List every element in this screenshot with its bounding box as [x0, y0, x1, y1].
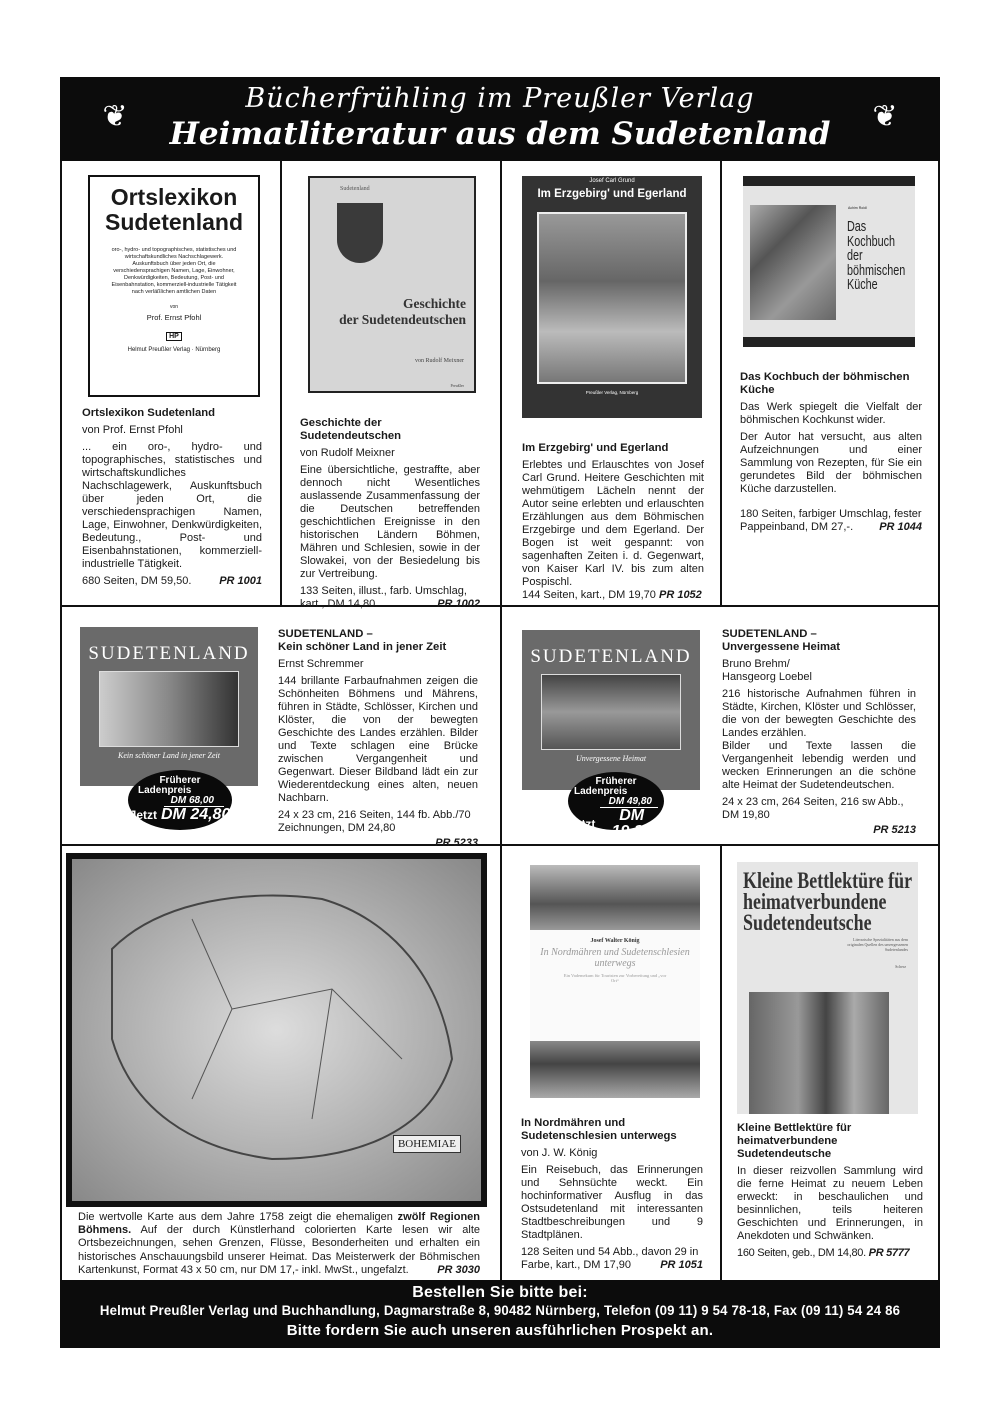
- map-text: Die wertvolle Karte aus dem Jahre 1758 zeigt die ehemaligen: [78, 1211, 398, 1223]
- book-cover-geschichte[interactable]: [308, 176, 476, 393]
- cover-title: Kochbuch: [847, 232, 896, 250]
- book-description-bettlektuere: [737, 1122, 923, 1260]
- cover-text: von: [169, 304, 179, 310]
- divider: [720, 845, 722, 1280]
- book-title: Im Erzgebirg' und Egerland: [522, 442, 669, 454]
- price-badge: [568, 772, 664, 840]
- book-title: Kleine Bettlektüre für heimatverbundene Sudetendeutsche: [737, 1122, 852, 1160]
- map-text-bold: zwölf Regionen Böhmens.: [78, 1211, 480, 1237]
- badge-text: Jetzt: [568, 817, 596, 831]
- cover-author: Josef Walter König: [590, 938, 640, 944]
- book-title: Das Kochbuch der böhmischen Küche: [740, 371, 910, 396]
- cover-title: Im Erzgebirg' und Egerland: [537, 188, 687, 200]
- book-cover-bettlektuere[interactable]: [737, 862, 918, 1114]
- order-code: PR 3030: [437, 1263, 480, 1276]
- cover-photo: [530, 1041, 700, 1098]
- publisher-logo: HP: [166, 332, 182, 341]
- divider: [500, 160, 502, 1280]
- header-line2: Heimatliteratur aus dem Sudetenland: [169, 116, 831, 152]
- book-text: Erlebtes und Erlauschtes von Josef Carl Grund. Heitere Geschichten mit wehmütigem Lächeln nennt der Autor seine erlebten und erlauschten Erzählungen aus dem Böhmischen Erzgebirge und dem Egerland. Der Bogen ist weit gespannt: von sagenhaften Zeiten i. d. Gegenwart, von Kaiser Karl IV. bis zum alten Pospischl.: [522, 459, 704, 588]
- book-title: Kein schöner Land in jener Zeit: [278, 641, 447, 653]
- book-description-unvergessene-heimat: [722, 628, 916, 837]
- book-author: von J. W. König: [521, 1147, 598, 1159]
- cover-publisher: Helmut Preußler Verlag · Nürnberg: [127, 347, 221, 353]
- cover-title: der: [847, 247, 863, 264]
- book-cover-sudetenland-kein-schoener-land[interactable]: [80, 627, 258, 786]
- book-text: Der Autor hat versucht, aus alten Aufzeichnungen und einer Sammlung von Rezepten, für Sie ein gerundetes Bild der böhmischen Küche darzustellen.: [740, 431, 922, 495]
- book-title: Geschichte der Sudetendeutschen: [300, 417, 402, 442]
- order-code: PR 1044: [879, 521, 922, 533]
- cover-author: Josef Carl Grund: [589, 178, 635, 184]
- book-cover-ortslexikon[interactable]: [88, 175, 260, 397]
- footer-line: Bitte fordern Sie auch unseren ausführlichen Prospekt an.: [286, 1322, 714, 1339]
- cover-text: Sudetenland: [340, 186, 370, 192]
- cover-subtitle: oro-, hydro- und topographisches, statistisches und wirtschaftskundliches Nachschlagewerk. Auskunftsbuch über jeden Ort, die verschiedensprachigen Namen, Lage, Einwohner, Denkwürdigkeiten, Bedeutung, Post- und Eisenbahnstation, kommerziell-industrielle Tätigkeit nach verläßlichen amtlichen Daten: [111, 247, 237, 295]
- book-cover-erzgebirg[interactable]: [522, 176, 702, 418]
- cover-title: Küche: [847, 276, 878, 293]
- map-text: Auf der durch Künstlerhand colorierten Karte lesen wir alte Ortsbezeichnungen, sehen Grenzen, Flüsse, Besonderheiten und erhalten ein historisches Anschauungsbild unserer Heimat. Das Meisterwerk der Böhmischen Kartenkunst, Format 43 x 50 cm, nur DM 17,- inkl. MwSt., ungefalzt.: [78, 1224, 480, 1276]
- divider: [60, 844, 940, 846]
- ornament-right-icon: ❦: [872, 100, 898, 133]
- cover-publisher: Preußler Verlag, Nürnberg: [585, 390, 639, 395]
- map-description: [78, 1211, 480, 1277]
- cover-subtitle: Unvergessene Heimat: [575, 754, 647, 763]
- order-code: PR 1052: [658, 589, 702, 601]
- book-text: Eine übersichtliche, gestraffte, aber dennoch nicht Wesentliches auslassende Zusammenfassung der die Deutschen betreffenden geschichtlichen Ereignisse in den historischen Ländern Böhmen, Mähren und Schlesien, sowie in der Slowakei, von der Besiedelung bis zur Vertreibung.: [300, 464, 480, 580]
- book-author: von Rudolf Meixner: [300, 447, 395, 459]
- old-price: DM 49,80: [600, 797, 658, 808]
- badge-text: Ladenpreis: [138, 785, 192, 796]
- cover-author: von Rudolf Meixner: [415, 358, 464, 364]
- cover-publisher: Preußler: [450, 383, 464, 388]
- book-text: Ein Reisebuch, das Erinnerungen und Sehnsüchte weckt. Ein hochinformativer Ausflug in das Ostsudetenland mit interessanten Stadtbeschreibungen und 9 Stadtplänen.: [521, 1164, 703, 1241]
- cover-title: Kleine Bettlektüre für heimatverbundene Sudetendeutsche: [743, 868, 912, 935]
- cover-author: Prof. Ernst Pfohl: [146, 313, 202, 322]
- new-price: DM 19,80: [611, 807, 652, 840]
- footer-address: Helmut Preußler Verlag und Buchhandlung, Dagmarstraße 8, 90482 Nürnberg, Telefon (09 11) 9 54 78-18, Fax (09 11) 54 24 86: [99, 1303, 901, 1319]
- cover-subtitle: Ein Vademekum für Touristen zur Vorbereitung und „vor Ort“: [563, 973, 667, 983]
- badge-text: Früherer: [159, 775, 201, 786]
- cover-illustration: [750, 205, 836, 320]
- book-author: von Prof. Ernst Pfohl: [82, 424, 183, 436]
- book-author: Bruno Brehm/ Hansgeorg Loebel: [722, 658, 812, 683]
- cover-author: Achim Roidl: [848, 206, 867, 210]
- cover-title: SUDETENLAND: [530, 646, 692, 667]
- cover-illustration: [537, 212, 687, 384]
- badge-text: Ladenpreis: [574, 786, 628, 797]
- book-details: 144 Seiten, kart., DM 19,70: [522, 589, 656, 601]
- book-details: 24 x 23 cm, 264 Seiten, 216 sw Abb., DM 19,80: [722, 796, 904, 821]
- book-text: ... ein oro-, hydro- und topographisches, statistisches und wirtschaftskundliches Nachschlagewerk, Auskunftsbuch über jeden Ort, die verschiedensprachigen Namen, Lage, Einwohner, Denkwürdigkeiten, Bedeutung., Post- und Eisenbahnstationen, kommerziell-industrielle Tätigkeit.: [82, 441, 262, 570]
- book-details: 133 Seiten, illust., farb. Umschlag, kart., DM 14,80.: [300, 585, 467, 610]
- page-header: [60, 77, 940, 161]
- price-badge: [128, 770, 232, 830]
- old-price: DM 68,00: [164, 796, 224, 807]
- book-description-kein-schoener-land: [278, 628, 478, 850]
- cover-title: Ortslexikon: [110, 184, 238, 210]
- book-title: SUDETENLAND –: [278, 628, 373, 640]
- order-code: PR 1002: [437, 598, 480, 610]
- book-details: 24 x 23 cm, 216 Seiten, 144 fb. Abb./70 Zeichnungen, DM 24,80: [278, 809, 471, 834]
- cover-title: In Nordmähren und Sudetenschlesien unterwegs: [540, 947, 690, 969]
- book-text: 144 brillante Farbaufnahmen zeigen die Schönheiten Böhmens und Mährens, führen in Städte, Schlösser, Kirchen und Klöster, die von der bewegten Geschichte des Landes erzählen. Bilder und Texte schlagen eine Brücke zwischen Vergangenheit und Gegenwart. Dieser Bildband lädt ein zur Wiederentdeckung eines alten, neuen Nachbarn.: [278, 675, 478, 804]
- order-code: PR 5213: [873, 824, 916, 836]
- book-cover-kochbuch[interactable]: [743, 176, 915, 347]
- book-description-geschichte: [300, 417, 480, 611]
- book-cover-sudetenland-unvergessene-heimat[interactable]: [522, 630, 700, 790]
- cover-title: SUDETENLAND: [88, 643, 250, 664]
- coat-of-arms-icon: [337, 203, 383, 263]
- divider: [280, 160, 282, 606]
- order-code: PR 5777: [868, 1247, 910, 1259]
- book-title: Ortslexikon Sudetenland: [82, 407, 216, 419]
- cover-photo: [749, 992, 889, 1114]
- cover-photo: [530, 865, 700, 930]
- ornament-left-icon: ❦: [102, 100, 128, 133]
- cover-photo: [541, 674, 681, 750]
- footer-line: Bestellen Sie bitte bei:: [412, 1284, 588, 1301]
- order-code: PR 1001: [219, 575, 262, 587]
- book-title: In Nordmähren und Sudetenschlesien unterwegs: [521, 1117, 677, 1142]
- book-details: 128 Seiten und 54 Abb., davon 29 in Farbe, kart., DM 17,90: [521, 1246, 699, 1271]
- order-code: PR 1051: [660, 1259, 703, 1271]
- book-details: 160 Seiten, geb., DM 14,80.: [737, 1247, 866, 1259]
- book-details: 180 Seiten, farbiger Umschlag, fester Pappeinband, DM 27,-.: [740, 508, 922, 533]
- book-text: Bilder und Texte lassen die Vergangenheit lebendig werden und wecken Erinnerungen an die schöne alte Heimat der Sudetendeutschen.: [722, 740, 916, 791]
- map-bohemia-1758[interactable]: [66, 853, 487, 1207]
- cover-publisher: Scherz: [895, 964, 906, 969]
- order-footer: [60, 1280, 940, 1348]
- book-author: Ernst Schremmer: [278, 658, 364, 670]
- cover-subtitle: Kein schöner Land in jener Zeit: [118, 751, 220, 760]
- book-title: SUDETENLAND –: [722, 628, 817, 640]
- book-description-kochbuch: [740, 371, 922, 534]
- header-line1: Bücherfrühling im Preußler Verlag: [245, 83, 755, 114]
- book-cover-nordmaehren[interactable]: [530, 865, 700, 1098]
- cover-title: Das: [847, 218, 867, 235]
- badge-text: Früherer: [595, 776, 637, 787]
- new-price: DM 24,80: [160, 806, 231, 823]
- cover-title: böhmischen: [847, 261, 906, 279]
- cover-title: Sudetenland: [104, 209, 243, 235]
- book-details: 680 Seiten, DM 59,50.: [82, 575, 192, 587]
- book-text: 216 historische Aufnahmen führen in Städte, Kirchen, Klöster und Schlösser, die von der bewegten Geschichte des Landes erzählen.: [722, 688, 916, 739]
- divider: [60, 605, 940, 607]
- book-text: Das Werk spiegelt die Vielfalt der böhmischen Kochkunst wider.: [740, 401, 922, 426]
- cover-title: der Sudetendeutschen: [339, 312, 466, 327]
- order-code: PR 5233: [435, 837, 478, 849]
- book-description-ortslexikon: [82, 407, 262, 588]
- map-cartouche: BOHEMIAE: [393, 1135, 461, 1153]
- divider: [720, 160, 722, 606]
- book-description-erzgebirg: [522, 442, 704, 602]
- book-text: In dieser reizvollen Sammlung wird die ferne Heimat zu neuem Leben erweckt: in beschaulichen und besinnlichen, teils heiteren Geschichten und Erinnerungen, in Anekdoten und Schwänken.: [737, 1165, 923, 1242]
- cover-title: Geschichte: [403, 296, 466, 311]
- cover-photo: [99, 671, 239, 747]
- book-title: Unvergessene Heimat: [722, 641, 841, 653]
- badge-text: Jetzt: [129, 808, 157, 822]
- cover-subtitle: Literarische Spezialitäten aus dem originalen Quellen des unvergessenen Sudetenlandes: [847, 937, 908, 952]
- book-description-nordmaehren: [521, 1117, 703, 1272]
